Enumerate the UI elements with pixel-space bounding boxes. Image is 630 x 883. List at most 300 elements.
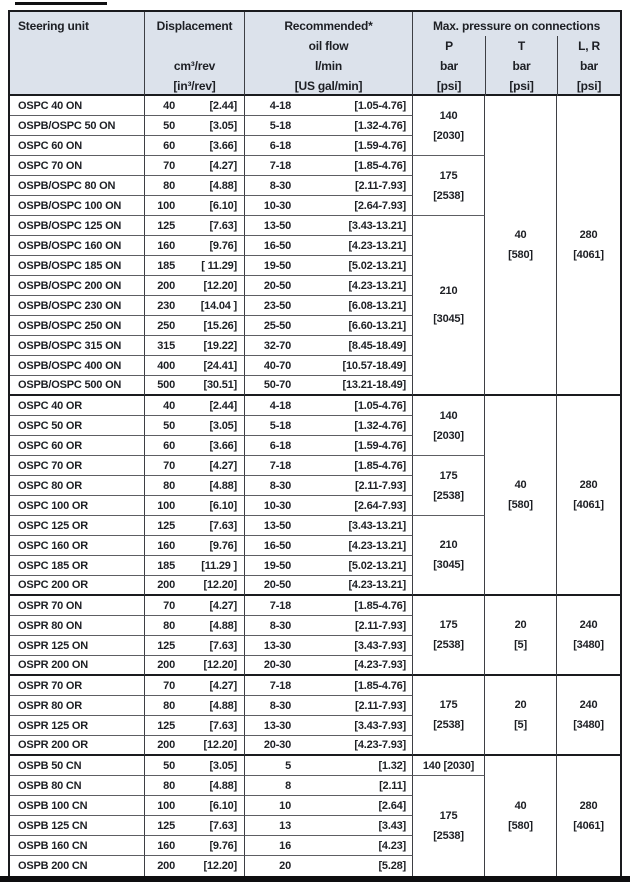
pressure-value: 140: [439, 409, 458, 422]
unit-cell: OSPB 160 CN: [10, 836, 145, 856]
displacement-cell: [145, 576, 245, 596]
header-displacement-unit-imperial: [in³/rev]: [173, 79, 216, 93]
header-oil-flow: [245, 12, 413, 96]
flow-metric: 4-18: [269, 99, 291, 112]
subheader-lr: [557, 36, 620, 96]
pressure-value: 240: [579, 699, 598, 711]
unit-cell: OSPB/OSPC 100 ON: [10, 196, 145, 216]
pressure-value: 40: [514, 800, 527, 812]
flow-metric: 23-50: [263, 299, 291, 312]
disp-metric: 70: [163, 599, 175, 612]
displacement-cell: [145, 236, 245, 256]
flow-imperial: [8.45-18.49]: [348, 339, 406, 352]
flow-metric: 20-50: [263, 279, 291, 292]
disp-imperial: [ 11.29]: [201, 259, 237, 272]
displacement-cell: [145, 316, 245, 336]
flow-imperial: [2.11-7.93]: [354, 479, 406, 492]
disp-metric: 80: [163, 479, 175, 492]
unit-cell: OSPC 160 OR: [10, 536, 145, 556]
flow-imperial: [2.11-7.93]: [354, 699, 406, 712]
flow-cell: [245, 576, 413, 596]
displacement-cell: [145, 556, 245, 576]
flow-imperial: [6.60-13.21]: [348, 319, 406, 332]
flow-cell: [245, 396, 413, 416]
unit-cell: OSPR 125 ON: [10, 636, 145, 656]
pressure-value: 40: [514, 229, 527, 241]
disp-imperial: [9.76]: [209, 839, 237, 852]
flow-metric: 8-30: [269, 179, 291, 192]
disp-imperial: [4.88]: [209, 479, 237, 492]
disp-imperial: [11.29 ]: [201, 559, 237, 572]
disp-imperial: [4.88]: [209, 779, 237, 792]
unit-cell: OSPC 50 OR: [10, 416, 145, 436]
subheader-p-unit: bar: [439, 59, 459, 73]
flow-cell: [245, 796, 413, 816]
pressure-value: [2030]: [433, 429, 464, 442]
pressure-value: 175: [439, 619, 458, 631]
unit-cell: OSPC 200 OR: [10, 576, 145, 596]
unit-cell: OSPC 60 OR: [10, 436, 145, 456]
flow-imperial: [1.85-4.76]: [354, 599, 406, 612]
flow-imperial: [2.64-7.93]: [354, 199, 406, 212]
disp-imperial: [12.20]: [203, 860, 237, 872]
disp-imperial: [12.20]: [203, 739, 237, 751]
flow-metric: 20: [279, 860, 291, 872]
flow-metric: 8-30: [269, 699, 291, 712]
displacement-cell: [145, 616, 245, 636]
subheader-t-unit: bar: [512, 59, 531, 73]
flow-metric: 13-30: [263, 719, 291, 732]
pressure-cell-t: [485, 596, 557, 676]
flow-cell: [245, 516, 413, 536]
header-displacement-unit-metric: cm³/rev: [173, 59, 216, 73]
disp-metric: 80: [163, 699, 175, 712]
disp-metric: 500: [157, 379, 175, 391]
pressure-cell-t: [485, 676, 557, 756]
pressure-value: 20: [514, 619, 527, 631]
flow-cell: [245, 416, 413, 436]
flow-metric: 7-18: [269, 159, 291, 172]
displacement-cell: [145, 776, 245, 796]
disp-imperial: [6.10]: [209, 199, 237, 212]
pressure-value: [4061]: [573, 249, 604, 261]
disp-imperial: [4.27]: [209, 159, 237, 172]
disp-imperial: [4.88]: [209, 699, 237, 712]
pressure-value: 240: [579, 619, 598, 631]
flow-imperial: [1.85-4.76]: [354, 679, 406, 692]
flow-cell: [245, 636, 413, 656]
flow-imperial: [3.43-7.93]: [354, 719, 406, 732]
displacement-cell: [145, 196, 245, 216]
displacement-cell: [145, 496, 245, 516]
pressure-value: [3045]: [433, 312, 464, 325]
pressure-cell-p: [413, 516, 485, 596]
flow-cell: [245, 436, 413, 456]
bottom-crop-bar: [0, 876, 630, 882]
displacement-cell: [145, 96, 245, 116]
pressure-cell-p: [413, 96, 485, 156]
flow-metric: 7-18: [269, 459, 291, 472]
flow-cell: [245, 156, 413, 176]
displacement-cell: [145, 216, 245, 236]
unit-cell: OSPR 80 OR: [10, 696, 145, 716]
disp-imperial: [7.63]: [209, 719, 237, 732]
unit-cell: OSPB 50 CN: [10, 756, 145, 776]
disp-metric: 125: [157, 519, 175, 532]
flow-cell: [245, 816, 413, 836]
subheader-t-port: T: [517, 39, 526, 53]
disp-metric: 100: [157, 499, 175, 512]
disp-imperial: [2.44]: [209, 399, 237, 412]
disp-metric: 200: [157, 739, 175, 751]
subheader-t-unit-imperial: [psi]: [509, 79, 534, 93]
flow-imperial: [13.21-18.49]: [342, 379, 406, 391]
disp-metric: 200: [157, 860, 175, 872]
flow-imperial: [4.23-7.93]: [354, 739, 406, 751]
pressure-value: [4061]: [573, 499, 604, 511]
flow-metric: 4-18: [269, 399, 291, 412]
header-oil-flow-label-1: Recommended*: [284, 19, 373, 33]
unit-cell: OSPB/OSPC 125 ON: [10, 216, 145, 236]
unit-cell: OSPB/OSPC 160 ON: [10, 236, 145, 256]
disp-metric: 60: [163, 439, 175, 452]
flow-cell: [245, 136, 413, 156]
flow-imperial: [2.11-7.93]: [354, 619, 406, 632]
disp-imperial: [3.66]: [209, 439, 237, 452]
unit-cell: OSPB/OSPC 185 ON: [10, 256, 145, 276]
flow-metric: 20-50: [263, 579, 291, 591]
pressure-value: 210: [439, 284, 458, 297]
flow-metric: 8-30: [269, 479, 291, 492]
displacement-cell: [145, 736, 245, 756]
pressure-value: 210: [439, 539, 458, 551]
flow-imperial: [3.43-13.21]: [348, 519, 406, 532]
pressure-value: [2538]: [433, 489, 464, 502]
displacement-cell: [145, 716, 245, 736]
pressure-value: [3480]: [573, 639, 604, 651]
flow-imperial: [1.05-4.76]: [354, 399, 406, 412]
flow-metric: 16: [279, 839, 291, 852]
flow-cell: [245, 596, 413, 616]
disp-imperial: [7.63]: [209, 219, 237, 232]
subheader-p-port: P: [445, 39, 453, 53]
pressure-value: 20: [514, 699, 527, 711]
flow-cell: [245, 536, 413, 556]
disp-metric: 125: [157, 819, 175, 832]
unit-cell: OSPB 80 CN: [10, 776, 145, 796]
flow-metric: 10-30: [263, 499, 291, 512]
unit-cell: OSPB 100 CN: [10, 796, 145, 816]
disp-metric: 200: [157, 659, 175, 671]
flow-imperial: [1.32-4.76]: [354, 119, 406, 132]
displacement-cell: [145, 296, 245, 316]
flow-cell: [245, 776, 413, 796]
flow-imperial: [1.85-4.76]: [354, 159, 406, 172]
disp-imperial: [6.10]: [209, 499, 237, 512]
pressure-cell-t: [485, 96, 557, 396]
subheader-lr-unit-imperial: [psi]: [576, 79, 602, 93]
pressure-cell-lr: [557, 96, 620, 396]
pressure-cell-lr: [557, 756, 620, 876]
disp-metric: 160: [157, 539, 175, 552]
flow-metric: 7-18: [269, 679, 291, 692]
disp-metric: 400: [157, 359, 175, 372]
displacement-cell: [145, 376, 245, 396]
flow-cell: [245, 376, 413, 396]
flow-metric: 6-18: [269, 139, 291, 152]
displacement-cell: [145, 696, 245, 716]
disp-imperial: [2.44]: [209, 99, 237, 112]
flow-metric: 20-30: [263, 659, 291, 671]
disp-metric: 125: [157, 719, 175, 732]
flow-cell: [245, 216, 413, 236]
flow-imperial: [4.23-13.21]: [348, 239, 406, 252]
unit-cell: OSPR 125 OR: [10, 716, 145, 736]
top-crop-rule: [15, 2, 107, 5]
pressure-value: 140: [439, 109, 458, 122]
pressure-value: 175: [439, 810, 458, 822]
pressure-value: 40: [514, 479, 527, 491]
flow-metric: 25-50: [263, 319, 291, 332]
flow-metric: 13-50: [263, 219, 291, 232]
displacement-cell: [145, 796, 245, 816]
flow-cell: [245, 196, 413, 216]
header-displacement-label: Displacement: [156, 19, 233, 33]
displacement-cell: [145, 476, 245, 496]
flow-imperial: [1.32]: [378, 759, 406, 772]
unit-cell: OSPR 80 ON: [10, 616, 145, 636]
displacement-cell: [145, 416, 245, 436]
disp-imperial: [7.63]: [209, 639, 237, 652]
displacement-cell: [145, 756, 245, 776]
displacement-cell: [145, 516, 245, 536]
flow-cell: [245, 696, 413, 716]
flow-metric: 10: [279, 799, 291, 812]
flow-imperial: [1.32-4.76]: [354, 419, 406, 432]
disp-metric: 230: [157, 299, 175, 312]
disp-imperial: [7.63]: [209, 819, 237, 832]
pressure-value: 280: [579, 800, 598, 812]
disp-metric: 60: [163, 139, 175, 152]
disp-metric: 125: [157, 639, 175, 652]
unit-cell: OSPB/OSPC 50 ON: [10, 116, 145, 136]
pressure-value: [2538]: [433, 189, 464, 202]
unit-cell: OSPC 70 ON: [10, 156, 145, 176]
pressure-value: [2030]: [433, 129, 464, 142]
header-displacement: [145, 12, 245, 96]
pressure-cell-p: [413, 156, 485, 216]
flow-cell: [245, 356, 413, 376]
pressure-cell-p: [413, 396, 485, 456]
flow-cell: [245, 856, 413, 876]
subheader-p-unit-imperial: [psi]: [436, 79, 462, 93]
flow-imperial: [4.23-7.93]: [354, 659, 406, 671]
disp-imperial: [6.10]: [209, 799, 237, 812]
pressure-cell-p: [413, 676, 485, 756]
flow-metric: 50-70: [263, 379, 291, 391]
disp-imperial: [3.05]: [209, 119, 237, 132]
flow-metric: 32-70: [263, 339, 291, 352]
flow-cell: [245, 236, 413, 256]
unit-cell: OSPC 125 OR: [10, 516, 145, 536]
unit-cell: OSPB/OSPC 200 ON: [10, 276, 145, 296]
flow-metric: 13: [279, 819, 291, 832]
header-max-pressure-label: Max. pressure on connections: [432, 19, 601, 33]
disp-metric: 160: [157, 239, 175, 252]
header-oil-flow-unit-imperial: [US gal/min]: [294, 79, 363, 93]
unit-cell: OSPR 200 ON: [10, 656, 145, 676]
unit-cell: OSPB 200 CN: [10, 856, 145, 876]
displacement-cell: [145, 456, 245, 476]
unit-cell: OSPC 100 OR: [10, 496, 145, 516]
disp-imperial: [12.20]: [203, 659, 237, 671]
pressure-value: 280: [579, 479, 598, 491]
flow-metric: 19-50: [263, 559, 291, 572]
disp-imperial: [4.88]: [209, 179, 237, 192]
pressure-cell-p: [413, 756, 485, 776]
unit-cell: OSPB/OSPC 80 ON: [10, 176, 145, 196]
disp-metric: 100: [157, 799, 175, 812]
disp-metric: 125: [157, 219, 175, 232]
header-oil-flow-label-2: oil flow: [308, 39, 349, 53]
pressure-cell-p: [413, 216, 485, 396]
unit-cell: OSPB/OSPC 500 ON: [10, 376, 145, 396]
pressure-value: 175: [439, 169, 458, 182]
disp-metric: 50: [163, 119, 175, 132]
disp-metric: 185: [157, 559, 175, 572]
disp-metric: 200: [157, 279, 175, 292]
subheader-t: [485, 36, 557, 96]
pressure-cell-lr: [557, 396, 620, 596]
flow-metric: 19-50: [263, 259, 291, 272]
displacement-cell: [145, 836, 245, 856]
flow-cell: [245, 336, 413, 356]
disp-imperial: [9.76]: [209, 239, 237, 252]
displacement-cell: [145, 156, 245, 176]
disp-metric: 40: [163, 99, 175, 112]
flow-imperial: [4.23]: [378, 839, 406, 852]
flow-imperial: [1.85-4.76]: [354, 459, 406, 472]
flow-cell: [245, 556, 413, 576]
flow-metric: 5-18: [269, 119, 291, 132]
unit-cell: OSPC 70 OR: [10, 456, 145, 476]
pressure-cell-lr: [557, 676, 620, 756]
flow-cell: [245, 716, 413, 736]
flow-metric: 13-50: [263, 519, 291, 532]
disp-imperial: [3.66]: [209, 139, 237, 152]
flow-metric: 7-18: [269, 599, 291, 612]
unit-cell: OSPB/OSPC 315 ON: [10, 336, 145, 356]
flow-cell: [245, 456, 413, 476]
pressure-cell-t: [485, 396, 557, 596]
displacement-cell: [145, 436, 245, 456]
pressure-value: 175: [439, 469, 458, 482]
header-steering-unit-label: Steering unit: [18, 19, 89, 33]
flow-imperial: [3.43-7.93]: [354, 639, 406, 652]
disp-metric: 160: [157, 839, 175, 852]
flow-imperial: [2.64-7.93]: [354, 499, 406, 512]
header-displacement-spacer: [145, 36, 244, 56]
disp-imperial: [4.88]: [209, 619, 237, 632]
pressure-value: 280: [579, 229, 598, 241]
disp-imperial: [3.05]: [209, 419, 237, 432]
pressure-value: 175: [439, 699, 458, 711]
spec-table: [8, 10, 622, 878]
subheader-lr-port: L, R: [578, 39, 600, 53]
flow-cell: [245, 316, 413, 336]
pressure-value: [4061]: [573, 820, 604, 832]
flow-imperial: [6.08-13.21]: [348, 299, 406, 312]
flow-cell: [245, 656, 413, 676]
unit-cell: OSPC 40 ON: [10, 96, 145, 116]
unit-cell: OSPB/OSPC 230 ON: [10, 296, 145, 316]
unit-cell: OSPB/OSPC 400 ON: [10, 356, 145, 376]
flow-metric: 8: [285, 779, 291, 792]
displacement-cell: [145, 116, 245, 136]
flow-metric: 16-50: [263, 539, 291, 552]
flow-cell: [245, 676, 413, 696]
unit-cell: OSPB/OSPC 250 ON: [10, 316, 145, 336]
unit-cell: OSPC 185 OR: [10, 556, 145, 576]
flow-cell: [245, 476, 413, 496]
pressure-value: [580]: [508, 249, 533, 261]
pressure-value: [580]: [508, 820, 533, 832]
disp-metric: 80: [163, 179, 175, 192]
disp-metric: 50: [163, 419, 175, 432]
unit-cell: OSPC 40 OR: [10, 396, 145, 416]
flow-metric: 6-18: [269, 439, 291, 452]
unit-cell: OSPC 80 OR: [10, 476, 145, 496]
pressure-value: [580]: [508, 499, 533, 511]
displacement-cell: [145, 276, 245, 296]
displacement-cell: [145, 396, 245, 416]
flow-cell: [245, 736, 413, 756]
disp-metric: 100: [157, 199, 175, 212]
flow-cell: [245, 116, 413, 136]
disp-metric: 40: [163, 399, 175, 412]
flow-cell: [245, 296, 413, 316]
displacement-cell: [145, 356, 245, 376]
disp-metric: 250: [157, 319, 175, 332]
flow-imperial: [4.23-13.21]: [348, 539, 406, 552]
subheader-p: [413, 36, 485, 96]
flow-metric: 8-30: [269, 619, 291, 632]
disp-metric: 80: [163, 619, 175, 632]
unit-cell: OSPB 125 CN: [10, 816, 145, 836]
pressure-value: [2538]: [433, 719, 464, 731]
flow-metric: 13-30: [263, 639, 291, 652]
flow-imperial: [4.23-13.21]: [348, 579, 406, 591]
disp-imperial: [30.51]: [203, 379, 237, 391]
disp-imperial: [4.27]: [209, 599, 237, 612]
flow-imperial: [1.59-4.76]: [354, 439, 406, 452]
displacement-cell: [145, 176, 245, 196]
flow-cell: [245, 496, 413, 516]
flow-metric: 5-18: [269, 419, 291, 432]
displacement-cell: [145, 596, 245, 616]
displacement-cell: [145, 856, 245, 876]
disp-metric: 200: [157, 579, 175, 591]
disp-imperial: [15.26]: [203, 319, 237, 332]
flow-cell: [245, 256, 413, 276]
header-steering-unit: [10, 12, 145, 96]
pressure-cell-lr: [557, 596, 620, 676]
displacement-cell: [145, 676, 245, 696]
disp-metric: 50: [163, 759, 175, 772]
flow-cell: [245, 616, 413, 636]
pressure-cell-p: [413, 596, 485, 676]
flow-metric: 5: [285, 759, 291, 772]
